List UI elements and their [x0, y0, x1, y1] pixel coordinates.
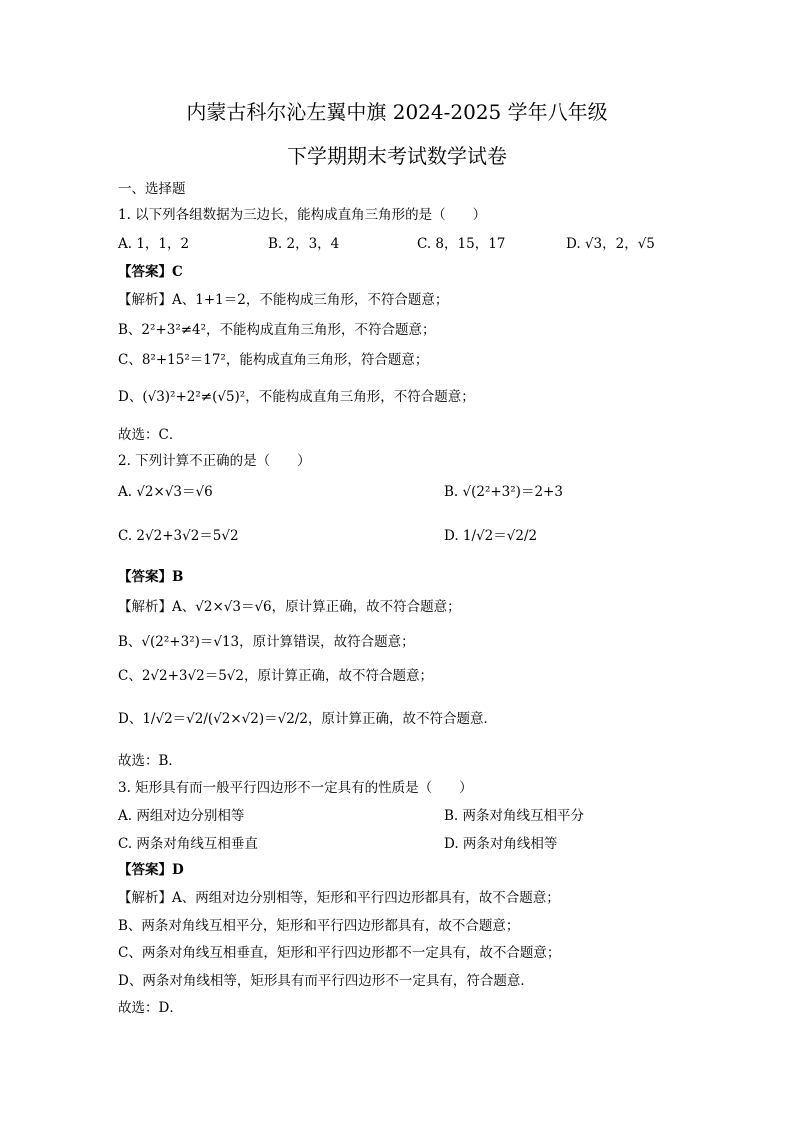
q3-stem: 3. 矩形具有而一般平行四边形不一定具有的性质是（ ） — [118, 780, 473, 796]
q2-option-c: C. 2√2+3√2＝5√2 — [118, 528, 239, 544]
q3-conclusion: 故选：D． — [118, 1000, 183, 1016]
q1-analysis-a: 【解析】A、1+1＝2，不能构成三角形，不符合题意； — [118, 292, 449, 308]
q3-analysis-a: 【解析】A、两组对边分别相等，矩形和平行四边形都具有，故不合题意； — [118, 890, 560, 906]
section-heading: 一、选择题 — [118, 181, 186, 197]
q1-conclusion: 故选：C． — [118, 427, 183, 443]
page-title-line1: 内蒙古科尔沁左翼中旗 2024-2025 学年八年级 — [186, 100, 608, 124]
q2-option-b: B. √(2²+3²)＝2+3 — [444, 484, 563, 500]
q1-answer: 【答案】C — [118, 264, 183, 280]
q2-option-d: D. 1/√2＝√2/2 — [444, 528, 538, 544]
q2-analysis-d: D、1/√2＝√2/(√2×√2)＝√2/2，原计算正确，故不符合题意． — [118, 711, 497, 727]
q1-analysis-b: B、2²+3²≠4²，不能构成直角三角形，不符合题意； — [118, 322, 436, 338]
q2-conclusion: 故选：B． — [118, 753, 182, 769]
q1-option-a: A. 1，1，2 — [118, 236, 190, 252]
q1-analysis-c: C、8²+15²＝17²，能构成直角三角形，符合题意； — [118, 352, 429, 368]
q1-analysis-d: D、(√3)²+2²≠(√5)²，不能构成直角三角形，不符合题意； — [118, 389, 475, 405]
q2-option-a: A. √2×√3＝√6 — [118, 484, 213, 500]
q3-analysis-d: D、两条对角线相等，矩形具有而平行四边形不一定具有，符合题意． — [118, 973, 534, 989]
page-title-line2: 下学期期末考试数学试卷 — [287, 144, 507, 168]
q3-option-b: B. 两条对角线互相平分 — [444, 808, 585, 824]
q3-answer: 【答案】D — [118, 862, 184, 878]
q3-option-c: C. 两条对角线互相垂直 — [118, 836, 258, 852]
q2-analysis-a: 【解析】A、√2×√3＝√6，原计算正确，故不符合题意； — [118, 599, 461, 615]
q2-answer: 【答案】B — [118, 569, 184, 585]
q1-option-d: D. √3，2，√5 — [566, 236, 655, 252]
q1-option-b: B. 2，3，4 — [268, 236, 340, 252]
q3-option-a: A. 两组对边分别相等 — [118, 808, 245, 824]
q1-stem: 1. 以下列各组数据为三边长，能构成直角三角形的是（ ） — [118, 207, 487, 223]
q2-stem: 2. 下列计算不正确的是（ ） — [118, 453, 311, 469]
q2-analysis-b: B、√(2²+3²)＝√13，原计算错误，故符合题意； — [118, 634, 415, 650]
q1-option-c: C. 8，15，17 — [417, 236, 506, 252]
q2-analysis-c: C、2√2+3√2＝5√2，原计算正确，故不符合题意； — [118, 668, 433, 684]
q3-analysis-b: B、两条对角线互相平分，矩形和平行四边形都具有，故不合题意； — [118, 918, 520, 934]
q3-analysis-c: C、两条对角线互相垂直，矩形和平行四边形都不一定具有，故不合题意； — [118, 945, 561, 961]
q3-option-d: D. 两条对角线相等 — [444, 836, 558, 852]
